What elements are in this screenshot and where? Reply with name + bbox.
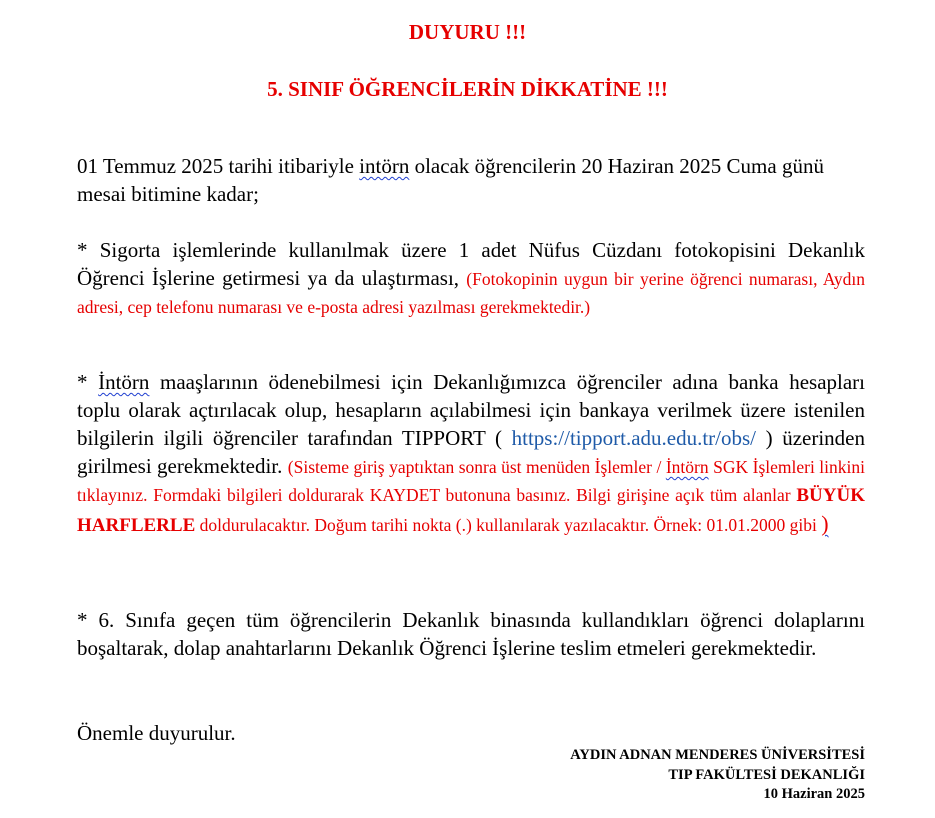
item-bank-intorn: İntörn — [98, 370, 150, 394]
item-bank-note-c: doldurulacaktır. Doğum tarihi nokta (.) kullanılarak yazılacaktır. Örnek: 01.01.2000 gibi — [195, 515, 822, 535]
item-bank-account — [77, 368, 865, 540]
announcement-subtitle — [0, 77, 935, 102]
intro-paragraph — [77, 152, 865, 208]
item-bank-note-b: SGK İşlemleri linkini tıklayınız. Formdaki bilgileri doldurarak KAYDET butonuna basınız. Bilgi girişine açık tüm alanlar — [77, 457, 866, 505]
intro-text-c: olacak öğrencilerin 20 Haziran 2025 Cuma günü mesai bitimine kadar; — [77, 154, 824, 206]
bullet-star: * — [77, 370, 99, 394]
closing-line — [77, 719, 865, 747]
announcement-title — [0, 20, 935, 45]
tipport-link[interactable]: https://tipport.adu.edu.tr/obs/ — [511, 426, 757, 450]
subtitle-text: 5. SINIF ÖĞRENCİLERİN DİKKATİNE !!! — [267, 77, 668, 101]
item-lockers — [77, 606, 865, 662]
signature-date: 10 Haziran 2025 — [763, 786, 865, 802]
item-lockers-text: * 6. Sınıfa geçen tüm öğrencilerin Dekanlık binasında kullandıkları öğrenci dolaplarını boşaltarak, dolap anahtarlarını Dekanlık Öğrenci İşlerine teslim etmeleri gerekmektedir. — [77, 608, 865, 660]
item-bank-note-a: (Sisteme giriş yaptıktan sonra üst menüden İşlemler / — [287, 457, 666, 477]
closing-text: Önemle duyurulur. — [77, 721, 236, 745]
item-bank-note-paren: ) — [821, 511, 829, 536]
signature-university: AYDIN ADNAN MENDERES ÜNİVERSİTESİ — [570, 747, 865, 763]
title-text: DUYURU !!! — [408, 20, 527, 44]
item-insurance-text: * Sigorta işlemlerinde kullanılmak üzere 1 adet Nüfus Cüzdanı fotokopisini Dekanlık Öğrenci İşlerine getirmesi ya da ulaştırması, — [77, 238, 865, 290]
item-bank-text-2: ) üzerinden girilmesi gerekmektedir. — [77, 426, 865, 478]
item-insurance-note: (Fotokopinin uygun bir yerine öğrenci numarası, Aydın adresi, cep telefonu numarası ve e-posta adresi yazılması gerekmektedir.) — [77, 269, 865, 317]
item-insurance — [77, 236, 865, 320]
item-bank-text: maaşlarının ödenebilmesi için Dekanlığımızca öğrenciler adına banka hesapları toplu olarak açtırılacak olup, hesapların açılabilmesi için bankaya verilmek üzere istenilen bilgilerin ilgili öğrenciler tarafından TIPPORT ( — [77, 370, 866, 450]
intro-text-a: 01 Temmuz 2025 tarihi itibariyle — [77, 154, 360, 178]
item-bank-note-intorn: İntörn — [665, 457, 709, 477]
intro-intorn: intörn — [359, 154, 410, 178]
item-bank-note-bold: BÜYÜK HARFLERLE — [77, 485, 865, 536]
signature-faculty: TIP FAKÜLTESİ DEKANLIĞI — [668, 766, 865, 783]
signature-block — [570, 746, 865, 805]
